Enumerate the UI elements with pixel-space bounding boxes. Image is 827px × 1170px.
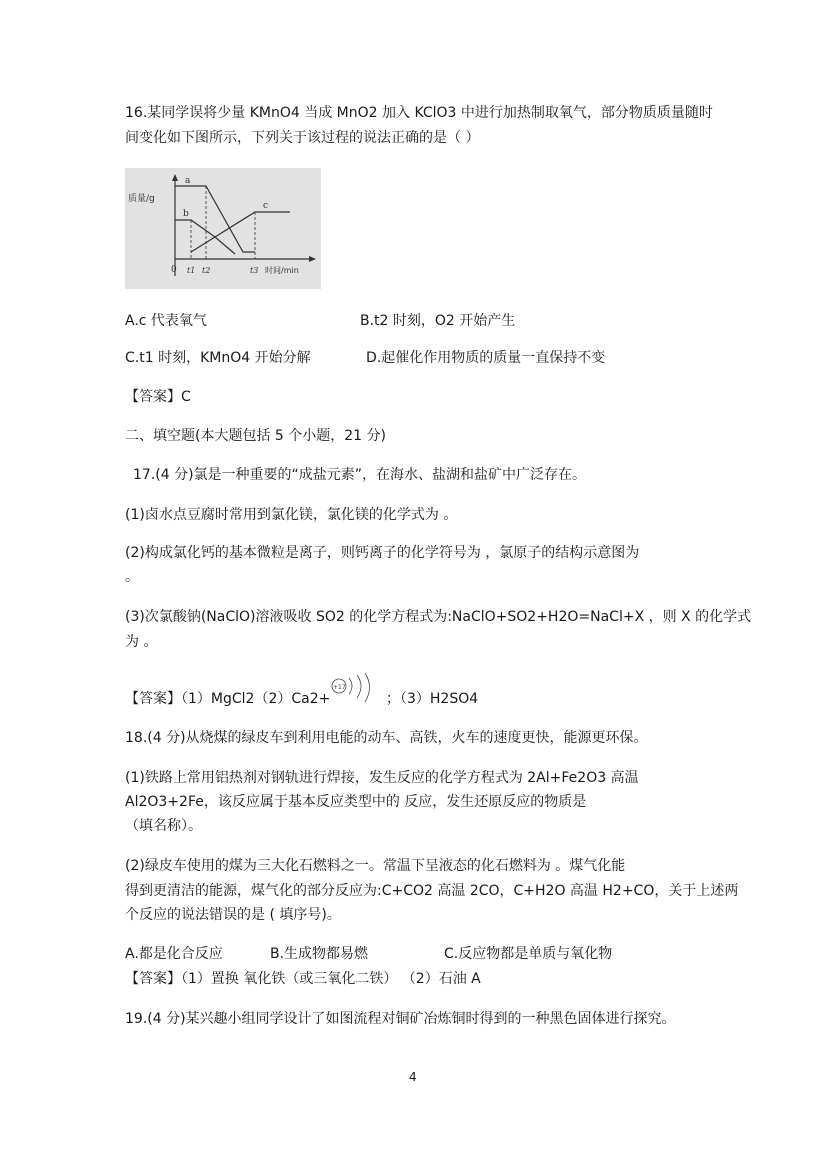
q17-answer-prefix: 【答案】（1）MgCl2（2）Ca2+ <box>125 691 331 707</box>
q16-option-d: D.起催化作用物质的质量一直保持不变 <box>366 350 606 366</box>
q16-line1: 16.某同学误将少量 KMnO4 当成 MnO2 加入 KClO3 中进行加热制取氧气，部分物质质量随时 <box>125 105 713 121</box>
curve-a-label: a <box>185 176 191 186</box>
q19-intro: 19.(4 分)某兴趣小组同学设计了如图流程对铜矿冶炼铜时得到的一种黑色固体进行探究。 <box>125 1011 676 1027</box>
q16-line2: 间变化如下图所示，下列关于该过程的说法正确的是（ ） <box>125 130 480 146</box>
y-axis-label: 质量/g <box>128 194 155 204</box>
atom-structure-svg <box>330 672 390 708</box>
mass-time-figure <box>125 168 321 289</box>
q17-intro: 17.(4 分)氯是一种重要的“成盐元素”，在海水、盐湖和盐矿中广泛存在。 <box>133 467 587 483</box>
q18-intro: 18.(4 分)从烧煤的绿皮车到利用电能的动车、高铁，火车的速度更快，能源更环保。 <box>125 730 648 746</box>
mass-time-graph <box>125 168 321 289</box>
q17-part3-line1: (3)次氯酸钠(NaClO)溶液吸收 SO2 的化学方程式为:NaClO+SO2+H2O=NaCl+X ，则 X 的化学式 <box>125 609 752 625</box>
q18-part2-line3: 个反应的说法错误的是 ( 填序号)。 <box>125 907 341 923</box>
q16-answer: 【答案】C <box>125 389 191 405</box>
q17-answer-suffix: ；（3）H2SO4 <box>386 691 479 707</box>
q18-part1-line1: (1)铁路上常用铝热剂对钢轨进行焊接，发生反应的化学方程式为 2Al+Fe2O3 高温 <box>125 770 639 786</box>
q18-part1-line3: （填名称）。 <box>125 818 202 834</box>
section-heading: 二、填空题(本大题包括 5 个小题，21 分) <box>125 428 386 444</box>
q16-option-b: B.t2 时刻，O2 开始产生 <box>360 313 516 329</box>
y-axis-arrow <box>172 174 178 181</box>
curve-b <box>175 220 235 254</box>
x-axis-arrow <box>309 256 316 262</box>
q17-part2-line2: 。 <box>125 569 139 585</box>
q16-option-c: C.t1 时刻，KMnO4 开始分解 <box>125 350 311 366</box>
q18-option-a: A.都是化合反应 <box>125 946 223 962</box>
q16-option-a: A.c 代表氧气 <box>125 313 207 329</box>
q17-part1: (1)卤水点豆腐时常用到氯化镁，氯化镁的化学式为 。 <box>125 507 458 523</box>
curve-c-label: c <box>263 201 269 211</box>
electron-shell-2 <box>357 675 361 698</box>
tick-t2: t2 <box>202 266 211 275</box>
curve-b-label: b <box>183 209 189 219</box>
q18-answer: 【答案】（1）置换 氧化铁（或三氧化二铁） （2）石油 A <box>125 971 481 987</box>
chlorine-atom-diagram <box>330 672 390 712</box>
q18-part1-line2: Al2O3+2Fe，该反应属于基本反应类型中的 反应，发生还原反应的物质是 <box>125 794 587 810</box>
q17-part2-line1: (2)构成氯化钙的基本微粒是离子，则钙离子的化学符号为 ，氯原子的结构示意图为 <box>125 545 640 561</box>
tick-t3: t3 <box>250 266 259 275</box>
page-number: 4 <box>409 1070 417 1084</box>
atom-nucleus-label: +17 <box>333 684 346 691</box>
q18-part2-line2: 得到更清洁的能源，煤气化的部分反应为:C+CO2 高温 2CO，C+H2O 高温 H2+CO，关于上述两 <box>125 883 739 899</box>
q17-part3-line2: 为 。 <box>125 634 158 650</box>
tick-t1: t1 <box>187 266 196 275</box>
electron-shell-3 <box>365 673 370 702</box>
origin-label: 0 <box>171 265 177 275</box>
q18-part2-line1: (2)绿皮车使用的煤为三大化石燃料之一。常温下呈液态的化石燃料为 。煤气化能 <box>125 858 626 874</box>
electron-shell-1 <box>349 678 352 694</box>
q18-option-c: C.反应物都是单质与氧化物 <box>444 946 613 962</box>
q18-option-b: B.生成物都易燃 <box>270 946 369 962</box>
x-axis-label: 时间/min <box>265 266 299 275</box>
